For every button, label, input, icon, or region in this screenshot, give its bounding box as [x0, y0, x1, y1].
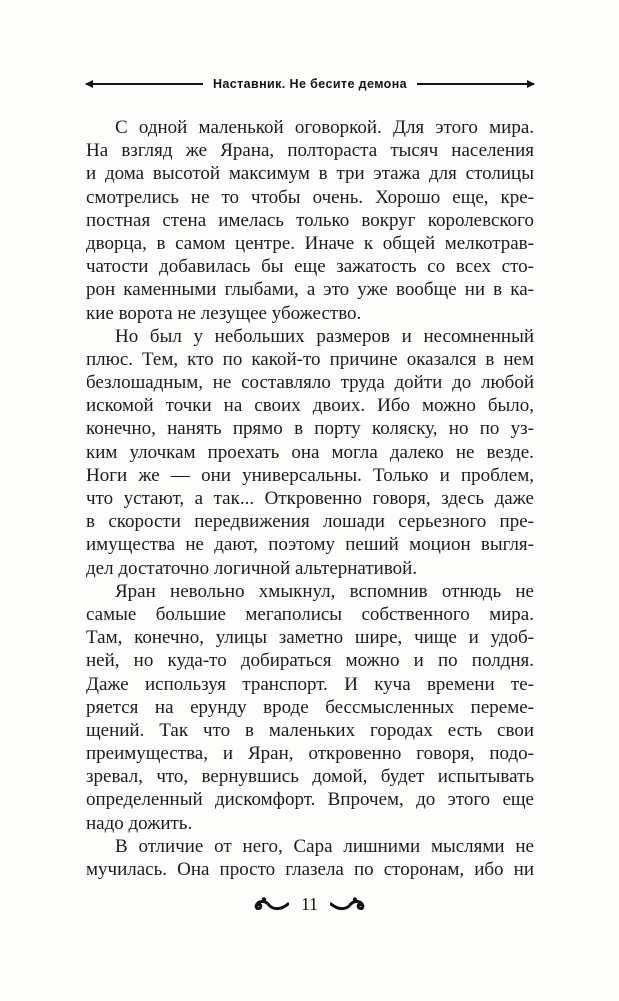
text-line: плюс. Тем, кто по какой-то причине оказался в нем [86, 348, 534, 370]
text-line: и дома высотой максимум в три этажа для столицы [86, 163, 534, 185]
right-arrow-rule [417, 83, 534, 85]
page-text [86, 116, 534, 881]
text-line: надо дожить. [86, 812, 193, 834]
text-line: рон каменными глыбами, а это уже вообще ни в ка- [86, 279, 534, 301]
text-line: что устают, а так... Откровенно говоря, здесь даже [86, 488, 534, 509]
text-line: щений. Так что в маленьких городах есть свои [86, 719, 534, 741]
running-header [86, 76, 534, 92]
text-line: дворца, в самом центре. Иначе к общей мелкотрав- [86, 232, 534, 254]
paragraph [86, 580, 534, 835]
text-line: Ноги же — они универсальны. Только и проблем, [86, 464, 534, 486]
text-line: преимущества, и Яран, откровенно говоря, подо- [86, 743, 534, 765]
text-line: Даже используя транспорт. И куча времени те- [86, 673, 534, 695]
paragraph [86, 325, 534, 580]
text-line: в скорости передвижения лошади серьезного пре- [86, 511, 534, 533]
page-footer [0, 894, 619, 914]
text-line: чатости добавилась бы еще зажатость со всех сто- [86, 256, 534, 278]
book-title: Наставник. Не бесите демона [213, 77, 408, 91]
text-line: искомой точки на своих двоих. Ибо можно было, [86, 395, 534, 417]
text-line: смотрелись не то чтобы очень. Хорошо еще, кре- [86, 186, 534, 208]
left-arrow-rule [86, 83, 203, 85]
text-line: С одной маленькой оговоркой. Для этого мира. [115, 117, 534, 138]
text-line: определенный дискомфорт. Впрочем, до этого еще [86, 789, 534, 811]
text-line: ким улочкам проехать она могла далеко не везде. [86, 441, 534, 463]
flourish-icon [330, 896, 366, 912]
text-line: мучилась. Она просто глазела по сторонам, ибо ни [86, 859, 534, 880]
text-line: ряется на ерунду вроде бессмысленных переме- [86, 696, 534, 718]
paragraph [86, 116, 534, 325]
text-line: самые большие мегаполисы собственного мира. [86, 603, 534, 625]
paragraph [86, 835, 534, 881]
text-line: Там, конечно, улицы заметно шире, чище и удоб- [86, 627, 534, 649]
text-line: зревал, что, вернувшись домой, будет испытывать [86, 766, 534, 788]
text-line: В отличие от него, Сара лишними мыслями не [115, 835, 534, 857]
text-line: На взгляд же Ярана, полтораста тысяч населения [86, 140, 534, 162]
text-line: дел достаточно логичной альтернативой. [86, 557, 418, 579]
text-line: постная стена имелась только вокруг королевского [86, 209, 534, 231]
text-line: ней, но куда-то добираться можно и по полдня. [86, 650, 534, 672]
text-line: Но был у небольших размеров и несомненный [115, 325, 534, 347]
text-line: кие ворота не лезущее убожество. [86, 302, 362, 324]
page-number: 11 [301, 894, 318, 914]
text-line: Яран невольно хмыкнул, вспомнив отнюдь не [115, 580, 534, 602]
text-line: конечно, нанять прямо в порту коляску, но по уз- [86, 418, 534, 440]
text-line: безлошадным, не составляло труда дойти до любой [86, 372, 534, 394]
flourish-icon [253, 896, 289, 912]
text-line: имущества не дают, поэтому пеший моцион выгля- [86, 534, 534, 556]
